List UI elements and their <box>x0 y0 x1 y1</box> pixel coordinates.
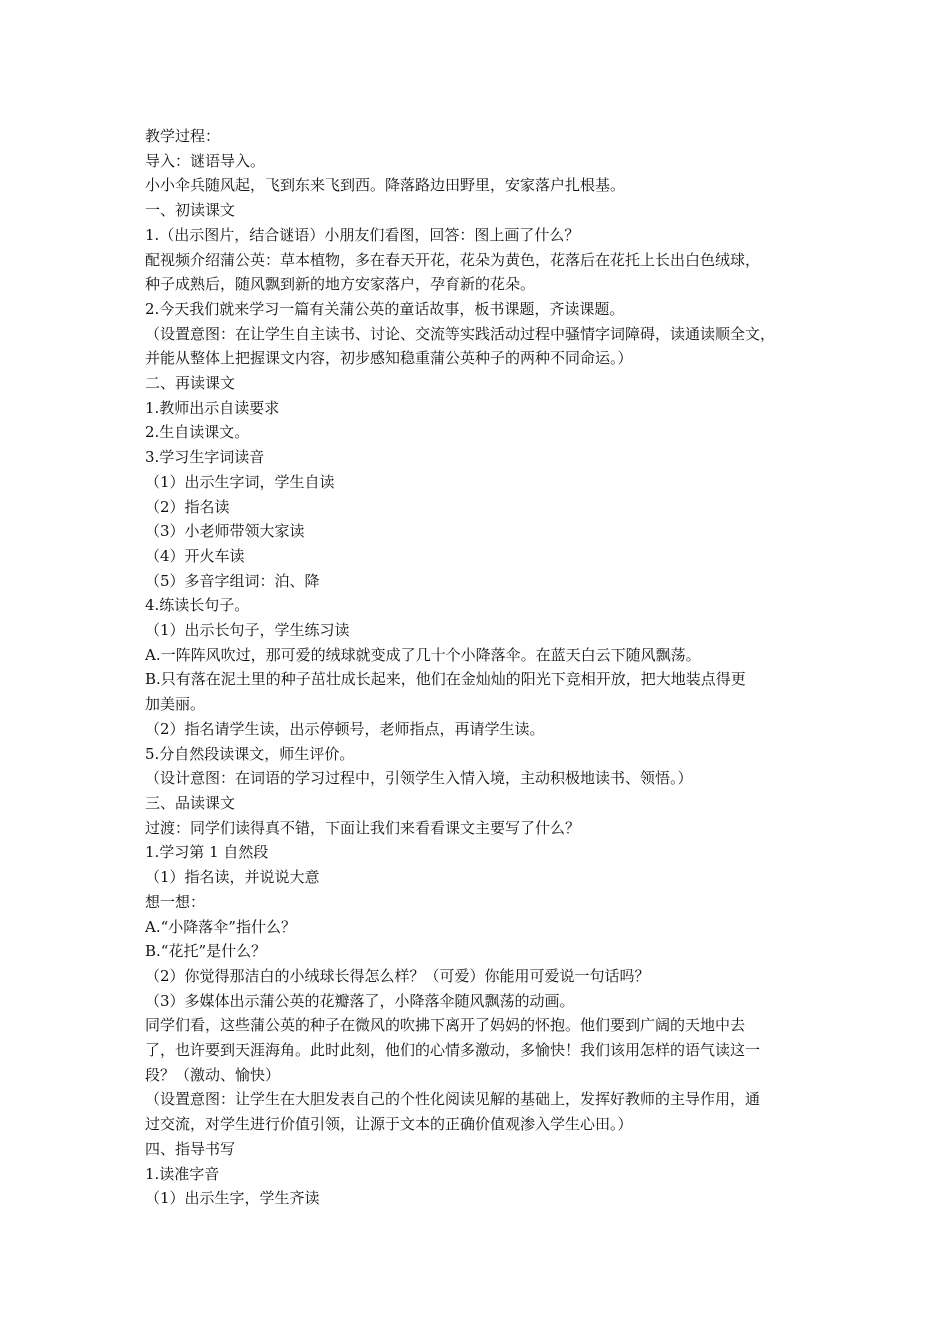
text-line: 同学们看，这些蒲公英的种子在微风的吹拂下离开了妈妈的怀抱。他们要到广阔的天地中去 <box>145 1016 746 1035</box>
text-line: 1.教师出示自读要求 <box>145 398 280 417</box>
text-line: （3）小老师带领大家读 <box>145 522 305 541</box>
text-line: （2）指名读 <box>145 497 230 516</box>
text-line: A.一阵阵风吹过，那可爱的绒球就变成了几十个小降落伞。在蓝天白云下随风飘荡。 <box>145 645 701 664</box>
text-line: （3）多媒体出示蒲公英的花瓣落了，小降落伞随风飘荡的动画。 <box>145 991 575 1010</box>
text-line: 导入：谜语导入。 <box>145 151 266 170</box>
text-line: 配视频介绍蒲公英：草本植物，多在春天开花，花朵为黄色，花落后在花托上长出白色绒球， <box>145 250 761 269</box>
text-line: 4.练读长句子。 <box>145 596 250 615</box>
section-heading: 一、初读课文 <box>145 201 236 220</box>
text-line: 并能从整体上把握课文内容，初步感知稳重蒲公英种子的两种不同命运。） <box>145 349 633 368</box>
text-line: （设置意图：在让学生自主读书、讨论、交流等实践活动过程中骚情字词障碍，读通读顺全文， <box>145 324 776 343</box>
text-line: 3.学习生字词读音 <box>145 448 265 467</box>
text-line: （设置意图：让学生在大胆发表自己的个性化阅读见解的基础上，发挥好教师的主导作用，通 <box>145 1090 761 1109</box>
text-line: A.“小降落伞”指什么？ <box>145 917 296 936</box>
text-line: 种子成熟后，随风飘到新的地方安家落户，孕育新的花朵。 <box>145 275 536 294</box>
text-line: 了，也许要到天涯海角。此时此刻，他们的心情多激动，多愉快！我们该用怎样的语气读这一 <box>145 1041 761 1060</box>
text-line: 段？（激动、愉快） <box>145 1065 281 1084</box>
text-line: 5.分自然段读课文，师生评价。 <box>145 744 355 763</box>
section-heading: 三、品读课文 <box>145 793 236 812</box>
section-heading: 二、再读课文 <box>145 374 236 393</box>
text-line: （1）指名读，并说说大意 <box>145 868 320 887</box>
text-line: 1.学习第 1 自然段 <box>145 843 269 862</box>
text-line: （5）多音字组词：泊、降 <box>145 571 320 590</box>
section-heading: 四、指导书写 <box>145 1139 236 1158</box>
text-line: 过交流，对学生进行价值引领，让源于文本的正确价值观渗入学生心田。） <box>145 1115 633 1134</box>
text-line: B.只有落在泥土里的种子茁壮成长起来，他们在金灿灿的阳光下竞相开放，把大地装点得更 <box>145 670 746 689</box>
document-body <box>145 124 810 1211</box>
text-line: 1.（出示图片，结合谜语）小朋友们看图，回答：图上画了什么？ <box>145 225 580 244</box>
text-line: （1）出示长句子，学生练习读 <box>145 621 350 640</box>
text-line: （2）指名请学生读，出示停顿号，老师指点，再请学生读。 <box>145 719 545 738</box>
text-line: 想一想： <box>145 892 206 911</box>
text-line: 2.生自读课文。 <box>145 423 250 442</box>
text-line: （4）开火车读 <box>145 546 245 565</box>
text-line: B.“花托”是什么？ <box>145 942 267 961</box>
text-line: （1）出示生字词，学生自读 <box>145 472 335 491</box>
text-line: （1）出示生字，学生齐读 <box>145 1189 320 1208</box>
text-line: 2.今天我们就来学习一篇有关蒲公英的童话故事，板书课题，齐读课题。 <box>145 299 625 318</box>
text-line: （设计意图：在词语的学习过程中，引领学生入情入境，主动积极地读书、领悟。） <box>145 769 693 788</box>
text-line: 过渡：同学们读得真不错，下面让我们来看看课文主要写了什么？ <box>145 818 581 837</box>
text-line: （2）你觉得那洁白的小绒球长得怎么样？（可爱）你能用可爱说一句话吗？ <box>145 966 650 985</box>
text-line: 小小伞兵随风起，飞到东来飞到西。降落路边田野里，安家落户扎根基。 <box>145 176 626 195</box>
text-line: 教学过程： <box>145 127 221 145</box>
text-line: 1.读准字音 <box>145 1164 220 1183</box>
text-line: 加美丽。 <box>145 695 206 714</box>
